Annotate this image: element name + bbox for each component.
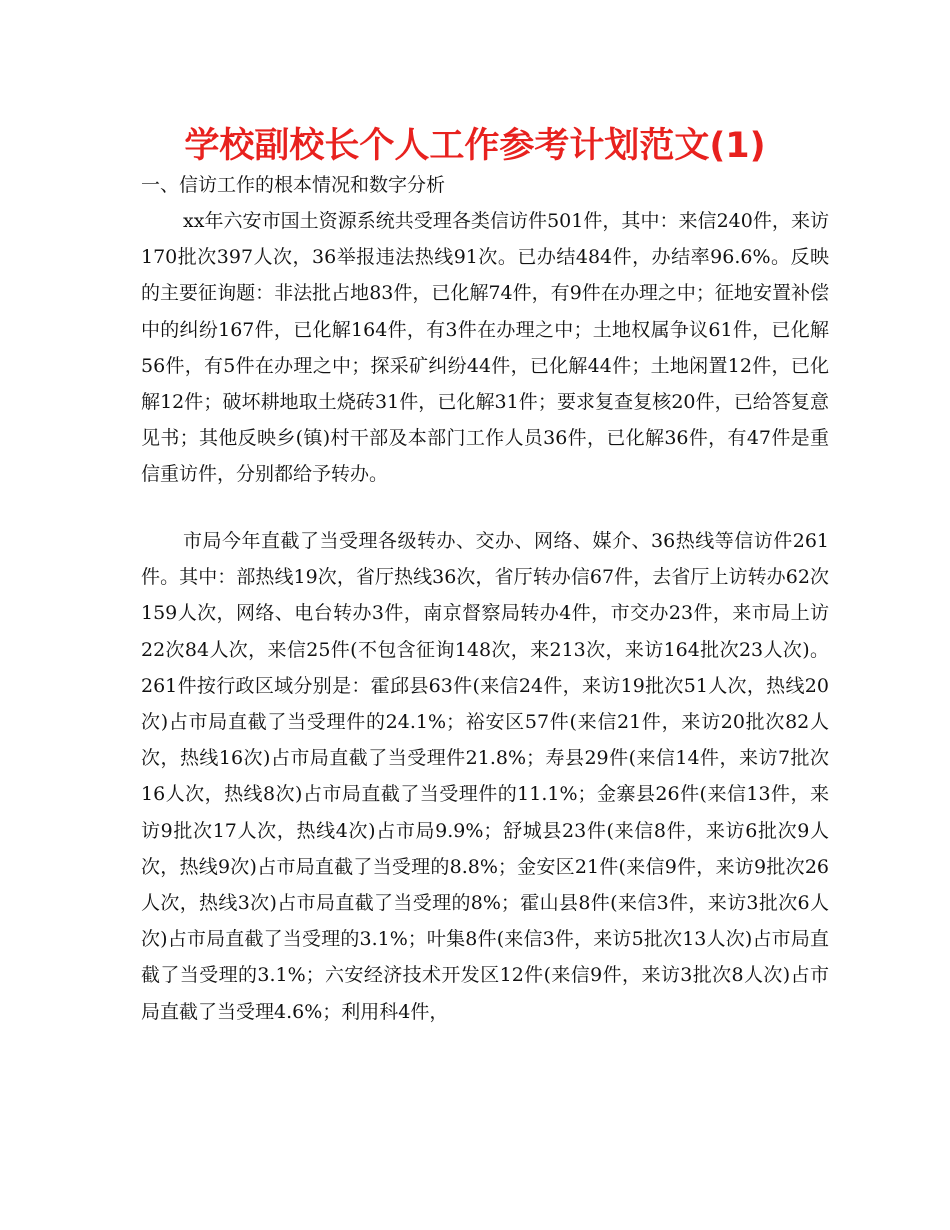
paragraph-2: 市局今年直截了当受理各级转办、交办、网络、媒介、36热线等信访件261件。其中：部热线19次，省厅热线36次，省厅转办信67件，去省厅上访转办62次159人次，网络、电台转办3件，南京督察局转办4件，市交办23件，来市局上访22次84人次，来信25件(不包含征询148次，来213次，来访164批次23人次)。261件按行政区域分别是：霍邱县63件(来信24件，来访19批次51人次，热线20次)占市局直截了当受理件的24.1%；裕安区57件(来信21件，来访20批次82人次，热线16次)占市局直截了当受理件21.8%；寿县29件(来信14件，来访7批次16人次，热线8次)占市局直截了当受理件的11.1%；金寨县26件(来信13件，来访9批次17人次，热线4次)占市局9.9%；舒城县23件(来信8件，来访6批次9人次，热线9次)占市局直截了当受理的8.8%；金安区21件(来信9件，来访9批次26人次，热线3次)占市局直截了当受理的8%；霍山县8件(来信3件，来访3批次6人次)占市局直截了当受理的3.1%；叶集8件(来信3件，来访5批次13人次)占市局直截了当受理的3.1%；六安经济技术开发区12件(来信9件，来访3批次8人次)占市局直截了当受理4.6%；利用科4件， <box>141 530 829 1023</box>
document-title: 学校副校长个人工作参考计划范文(1) <box>184 126 766 166</box>
section-heading: 一、信访工作的根本情况和数字分析 <box>141 174 446 196</box>
paragraph-1: xx年六安市国土资源系统共受理各类信访件501件，其中：来信240件，来访170批次397人次，36举报违法热线91次。已办结484件，办结率96.6%。反映的主要征询题：非法批占地83件，已化解74件，有9件在办理之中；征地安置补偿中的纠纷167件，已化解164件，有3件在办理之中；土地权属争议61件，已化解56件，有5件在办理之中；探采矿纠纷44件，已化解44件；土地闲置12件，已化解12件；破坏耕地取土烧砖31件，已化解31件；要求复查复核20件，已给答复意见书；其他反映乡(镇)村干部及本部门工作人员36件，已化解36件，有47件是重信重访件，分别都给予转办。 <box>141 210 829 486</box>
